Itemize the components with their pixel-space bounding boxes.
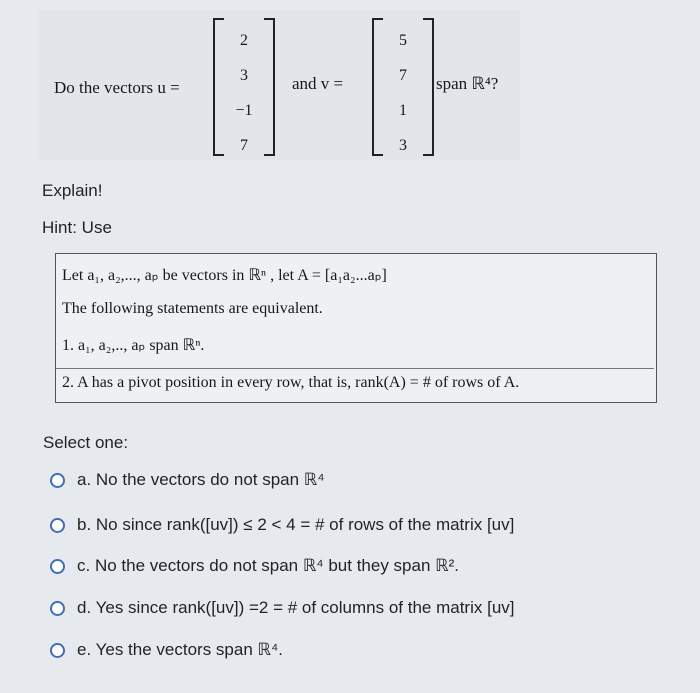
vector-v-entry: 3 bbox=[399, 137, 407, 154]
answer-option-b[interactable] bbox=[50, 515, 514, 535]
theorem-box bbox=[55, 253, 657, 403]
vector-u-entry: −1 bbox=[235, 102, 253, 119]
answer-option-label: e. Yes the vectors span ℝ⁴. bbox=[77, 640, 284, 659]
vector-v-entry: 5 bbox=[399, 32, 407, 49]
explain-label: Explain! bbox=[42, 181, 103, 200]
vector-v-entry: 1 bbox=[399, 102, 407, 119]
theorem-line: 2. A has a pivot position in every row, that is, rank(A) = # of rows of A. bbox=[56, 368, 654, 398]
radio-button-icon[interactable] bbox=[50, 473, 65, 488]
vector-u-matrix bbox=[213, 18, 275, 156]
vector-v-entry: 7 bbox=[399, 67, 407, 84]
radio-button-icon[interactable] bbox=[50, 601, 65, 616]
radio-button-icon[interactable] bbox=[50, 518, 65, 533]
hint-label: Hint: Use bbox=[42, 218, 112, 237]
answer-option-a[interactable] bbox=[50, 470, 325, 490]
select-one-label: Select one: bbox=[43, 433, 129, 452]
answer-option-e[interactable] bbox=[50, 640, 283, 660]
question-middle: and v = bbox=[292, 74, 344, 93]
radio-button-icon[interactable] bbox=[50, 559, 65, 574]
vector-u-entry: 2 bbox=[240, 32, 248, 49]
question-prefix: Do the vectors u = bbox=[54, 78, 180, 97]
vector-v-matrix bbox=[372, 18, 434, 156]
answer-option-label: a. No the vectors do not span ℝ⁴ bbox=[77, 470, 325, 489]
vector-u-entry: 3 bbox=[240, 67, 248, 84]
answer-option-c[interactable] bbox=[50, 556, 459, 576]
theorem-line: The following statements are equivalent. bbox=[62, 300, 323, 317]
question-suffix: span ℝ⁴? bbox=[436, 74, 499, 93]
vector-u-entry: 7 bbox=[240, 137, 248, 154]
theorem-line: 1. a₁, a₂,.., aₚ span ℝⁿ. bbox=[62, 337, 205, 354]
radio-button-icon[interactable] bbox=[50, 643, 65, 658]
theorem-line: Let a₁, a₂,..., aₚ be vectors in ℝⁿ , let A = [a₁a₂...aₚ] bbox=[62, 267, 387, 284]
answer-option-label: d. Yes since rank([uv]) =2 = # of columns of the matrix [uv] bbox=[77, 598, 515, 617]
answer-option-label: b. No since rank([uv]) ≤ 2 < 4 = # of rows of the matrix [uv] bbox=[77, 515, 515, 534]
question-panel bbox=[38, 10, 520, 160]
answer-option-d[interactable] bbox=[50, 598, 515, 618]
answer-option-label: c. No the vectors do not span ℝ⁴ but they span ℝ². bbox=[77, 556, 459, 575]
